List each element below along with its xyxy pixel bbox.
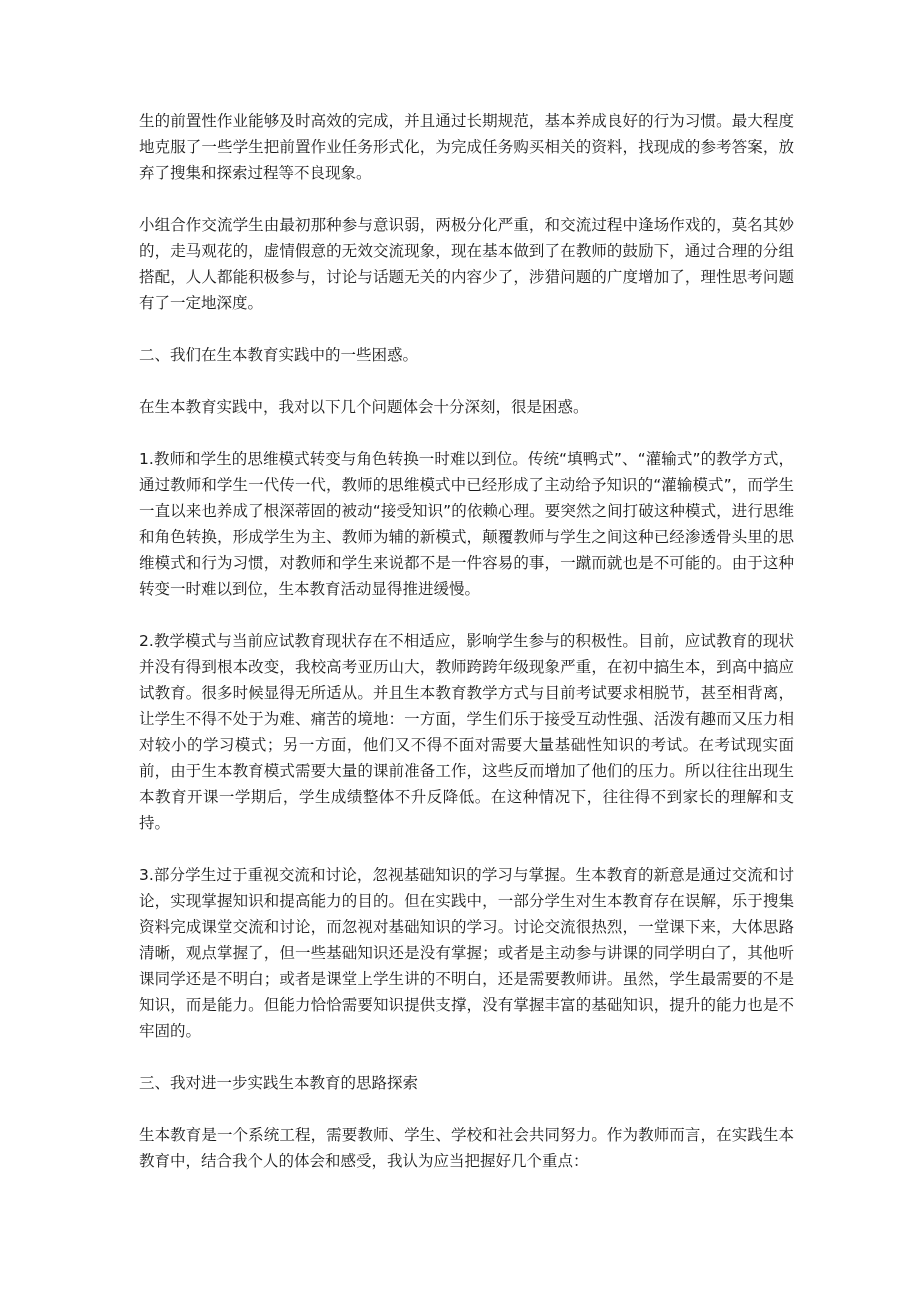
- paragraph-intro-continuation: 生的前置性作业能够及时高效的完成，并且通过长期规范，基本养成良好的行为习惯。最大程度地克服了一些学生把前置作业任务形式化，为完成任务购买相关的资料，找现成的参考答案，放弃了搜集和探索过程等不良现象。: [139, 112, 794, 182]
- paragraph-point-3: 3.部分学生过于重视交流和讨论，忽视基础知识的学习与掌握。生本教育的新意是通过交流和讨论，实现掌握知识和提高能力的目的。但在实践中，一部分学生对生本教育存在误解，乐于搜集资料完成课堂交流和讨论，而忽视对基础知识的学习。讨论交流很热烈，一堂课下来，大体思路清晰，观点掌握了，但一些基础知识还是没有掌握；或者是主动参与讲课的同学明白了，其他听课同学还是不明白；或者是课堂上学生讲的不明白，还是需要教师讲。虽然，学生最需要的不是知识，而是能力。但能力恰恰需要知识提供支撑，没有掌握丰富的基础知识，提升的能力也是不牢固的。: [139, 866, 794, 1040]
- paragraph-system-engineering: 生本教育是一个系统工程，需要教师、学生、学校和社会共同努力。作为教师而言，在实践生本教育中，结合我个人的体会和感受，我认为应当把握好几个重点：: [139, 1126, 794, 1170]
- section-heading-2: 二、我们在生本教育实践中的一些困惑。: [139, 346, 419, 364]
- document-body: [139, 108, 794, 1200]
- paragraph-confusion-intro: 在生本教育实践中，我对以下几个问题体会十分深刻，很是困惑。: [139, 398, 589, 416]
- paragraph-point-1: 1.教师和学生的思维模式转变与角色转换一时难以到位。传统“填鸭式”、“灌输式”的教学方式，通过教师和学生一代传一代，教师的思维模式中已经形成了主动给予知识的“灌输模式”，而学生一直以来也养成了根深蒂固的被动“接受知识”的依赖心理。要突然之间打破这种模式，进行思维和角色转换，形成学生为主、教师为辅的新模式，颠覆教师与学生之间这种已经渗透骨头里的思维模式和行为习惯，对教师和学生来说都不是一件容易的事，一蹴而就也是不可能的。由于这种转变一时难以到位，生本教育活动显得推进缓慢。: [139, 450, 794, 598]
- paragraph-group-cooperation: 小组合作交流学生由最初那种参与意识弱，两极分化严重，和交流过程中逢场作戏的，莫名其妙的，走马观花的，虚情假意的无效交流现象，现在基本做到了在教师的鼓励下，通过合理的分组搭配，人人都能积极参与，讨论与话题无关的内容少了，涉猎问题的广度增加了，理性思考问题有了一定地深度。: [139, 216, 794, 312]
- section-heading-3: 三、我对进一步实践生本教育的思路探索: [139, 1074, 419, 1092]
- paragraph-point-2: 2.教学模式与当前应试教育现状存在不相适应，影响学生参与的积极性。目前，应试教育的现状并没有得到根本改变，我校高考亚历山大，教师跨跨年级现象严重，在初中搞生本，到高中搞应试教育。很多时候显得无所适从。并且生本教育教学方式与目前考试要求相脱节，甚至相背离，让学生不得不处于为难、痛苦的境地：一方面，学生们乐于接受互动性强、活泼有趣而又压力相对较小的学习模式；另一方面，他们又不得不面对需要大量基础性知识的考试。在考试现实面前，由于生本教育模式需要大量的课前准备工作，这些反而增加了他们的压力。所以往往出现生本教育开课一学期后，学生成绩整体不升反降低。在这种情况下，往往得不到家长的理解和支持。: [139, 632, 794, 832]
